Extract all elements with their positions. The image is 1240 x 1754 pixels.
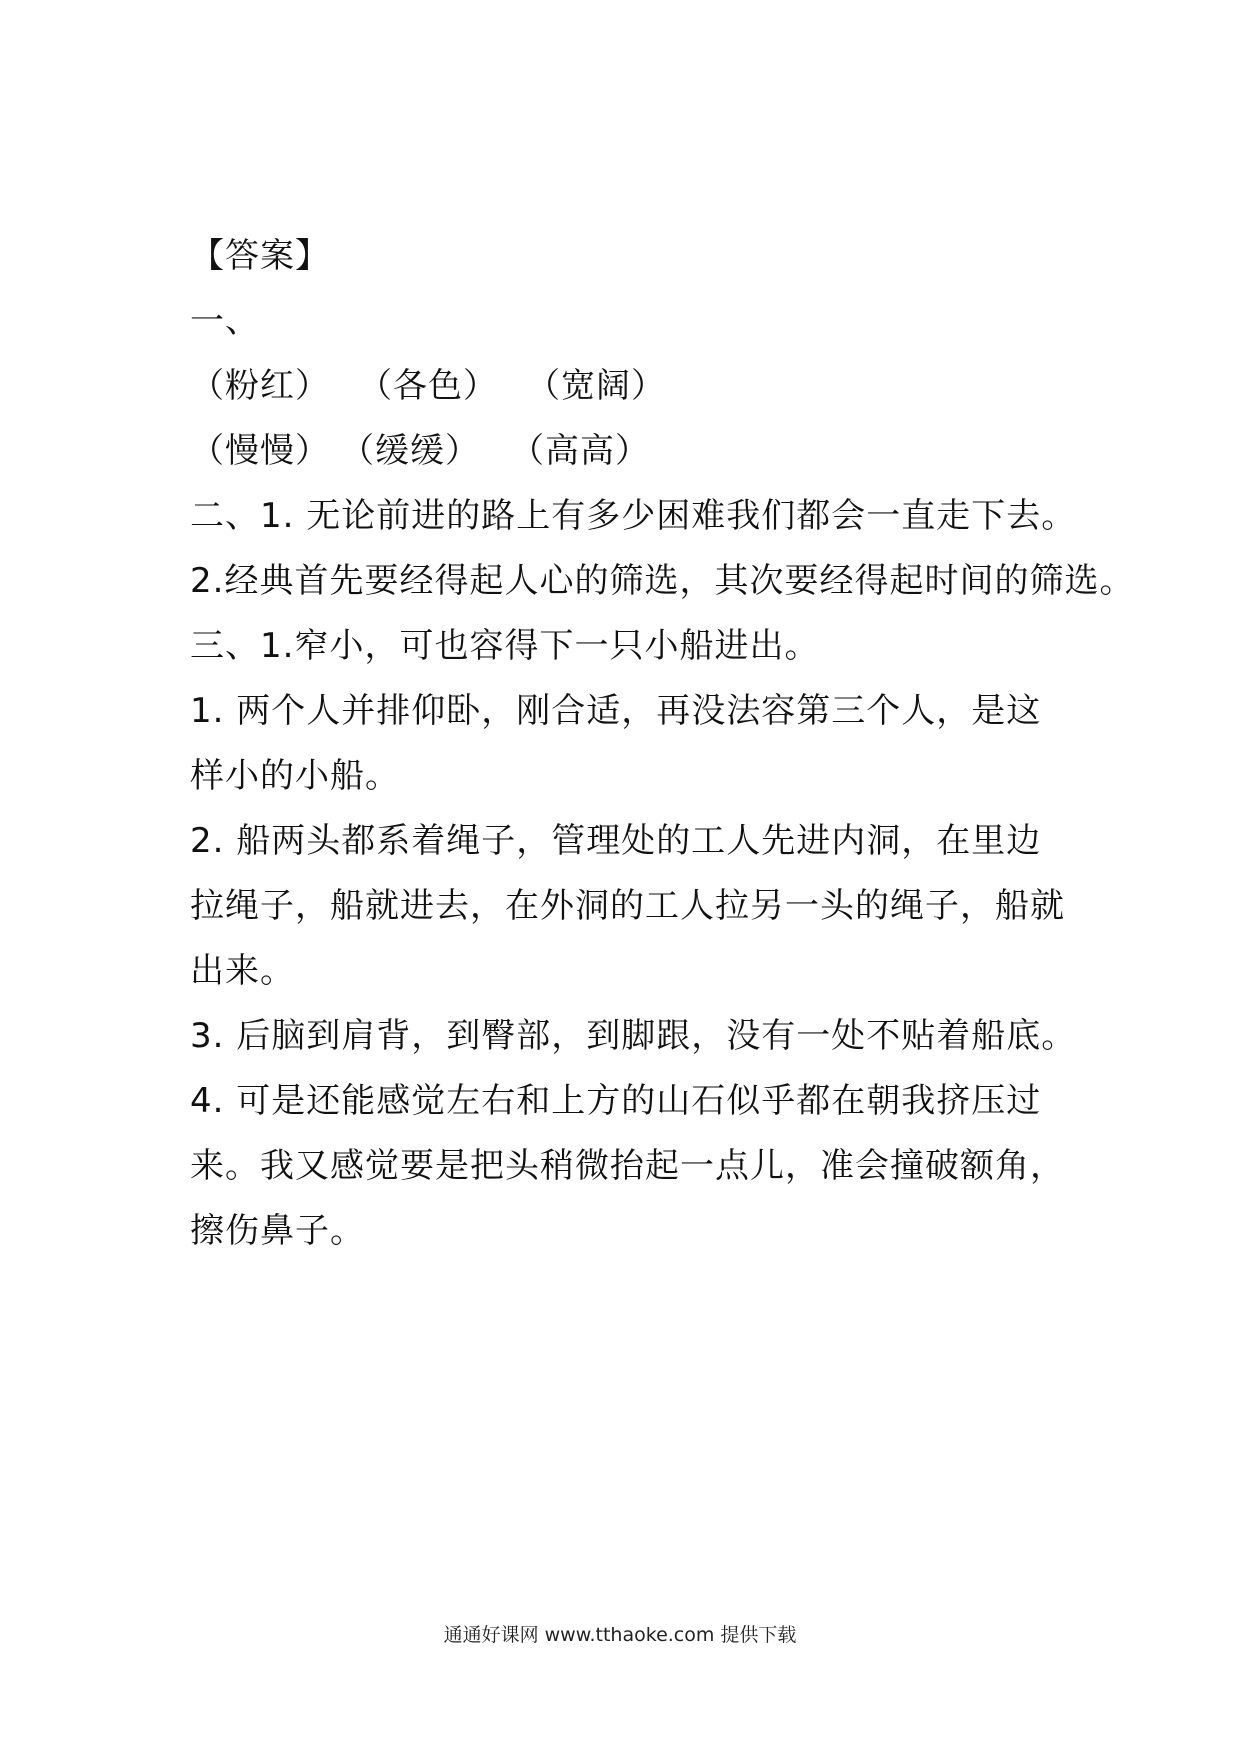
word-answer: （各色） <box>358 366 498 406</box>
answer-content <box>190 224 1135 1264</box>
section-1-label: 一、 <box>190 301 260 341</box>
word-answer: （缓缓） <box>340 431 480 471</box>
section-2-item-2: 2.经典首先要经得起人心的筛选，其次要经得起时间的筛选。 <box>190 561 1135 601</box>
footer-source: 通通好课网 www.tthaoke.com 提供下载 <box>443 1624 797 1646</box>
word-answer: （慢慢） <box>190 431 330 471</box>
answer-heading: 【答案】 <box>190 236 330 276</box>
section-3-item-1: 三、1.窄小，可也容得下一只小船进出。 <box>190 626 820 666</box>
section-3-sub-1: 1. 两个人并排仰卧，刚合适，再没法容第三个人，是这样小的小船。 <box>190 691 1042 796</box>
section-3-sub-2: 2. 船两头都系着绳子，管理处的工人先进内洞，在里边拉绳子，船就进去，在外洞的工人拉另一头的绳子，船就出来。 <box>190 821 1065 991</box>
section-2-item-1: 二、1. 无论前进的路上有多少困难我们都会一直走下去。 <box>190 496 1077 536</box>
section-1-words-row-2 <box>190 419 1070 484</box>
word-answer: （粉红） <box>190 366 330 406</box>
word-answer: （宽阔） <box>526 366 666 406</box>
word-answer: （高高） <box>510 431 650 471</box>
section-3-sub-4: 4. 可是还能感觉左右和上方的山石似乎都在朝我挤压过来。我又感觉要是把头稍微抬起一点儿，准会撞破额角，擦伤鼻子。 <box>190 1081 1065 1251</box>
section-1-words-row-1 <box>190 354 1070 419</box>
section-3-sub-3: 3. 后脑到肩背，到臀部，到脚跟，没有一处不贴着船底。 <box>190 1016 1077 1056</box>
